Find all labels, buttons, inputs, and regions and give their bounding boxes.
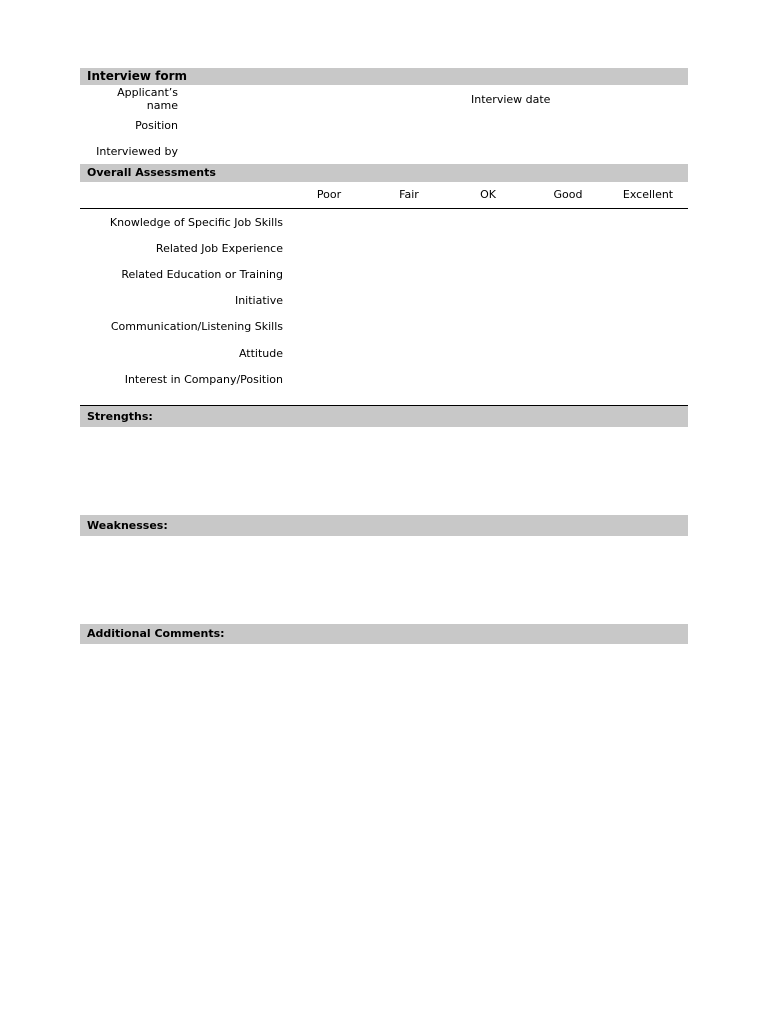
rating-header-good: Good: [553, 188, 583, 201]
criterion-interest: Interest in Company/Position: [124, 373, 283, 386]
rating-header-ok: OK: [480, 188, 496, 201]
criterion-education: Related Education or Training: [121, 268, 283, 281]
strengths-title: Strengths:: [87, 410, 153, 423]
applicant-name-label: Applicant’s name: [117, 86, 178, 112]
criterion-communication: Communication/Listening Skills: [110, 320, 283, 333]
rating-header-fair: Fair: [399, 188, 419, 201]
criterion-job-skills: Knowledge of Specific Job Skills: [109, 216, 283, 229]
comments-title: Additional Comments:: [87, 627, 225, 640]
comments-bar: [80, 624, 688, 644]
assessments-title: Overall Assessments: [87, 166, 216, 179]
criterion-initiative: Initiative: [234, 294, 283, 307]
criterion-attitude: Attitude: [238, 347, 283, 360]
assessments-bar: [80, 164, 688, 182]
position-label: Position: [135, 119, 178, 132]
form-title: Interview form: [87, 69, 188, 83]
strengths-bar: [80, 406, 688, 427]
weaknesses-bar: [80, 515, 688, 536]
form-title-bar: [80, 68, 688, 85]
weaknesses-title: Weaknesses:: [87, 519, 168, 532]
rating-header-excellent: Excellent: [622, 188, 674, 201]
rating-header-poor: Poor: [316, 188, 342, 201]
interview-date-label: Interview date: [471, 93, 551, 106]
interviewed-by-label: Interviewed by: [96, 145, 178, 158]
criterion-job-experience: Related Job Experience: [155, 242, 283, 255]
ratings-top-rule: [80, 208, 688, 209]
